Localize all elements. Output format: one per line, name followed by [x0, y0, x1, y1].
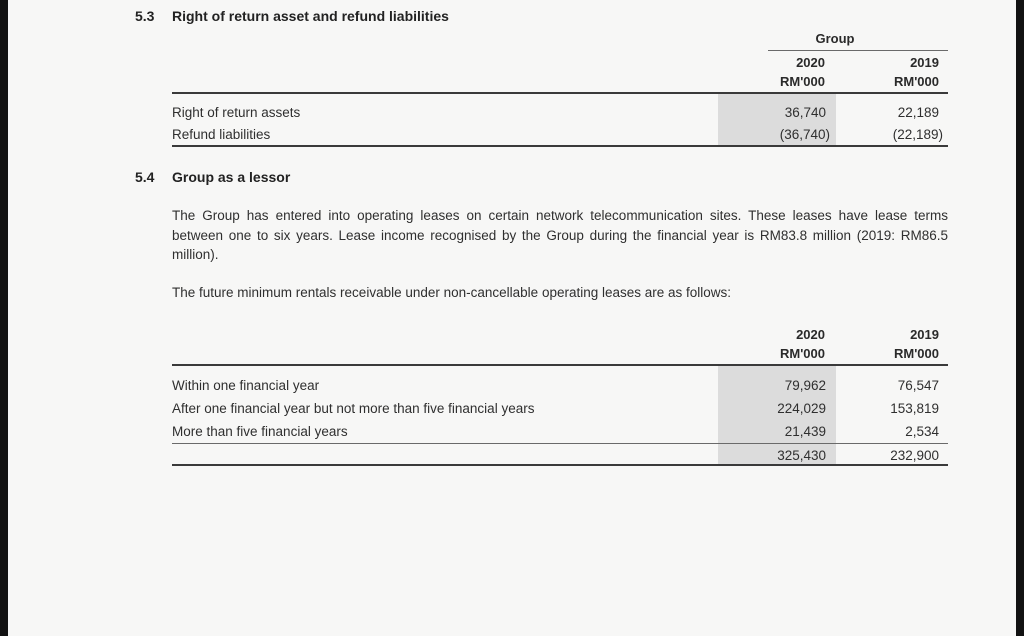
lease-paragraph: The Group has entered into operating leases on certain network telecommunication sites. These leases have lease terms between one to six years. Lease income recognised by the Group during the financial year is RM83.8 million (2019: RM86.5 million).: [172, 208, 948, 262]
total-2019: 232,900: [890, 448, 939, 463]
table-row-label: Within one financial year: [172, 378, 320, 393]
s54-bottom-rule: [172, 464, 948, 466]
section-5-4-title: Group as a lessor: [172, 169, 291, 185]
table-row-label: After one financial year but not more than five financial years: [172, 401, 535, 416]
s54-subtotal-rule: [172, 443, 948, 444]
s54-col-2020-year: 2020: [796, 327, 825, 342]
section-5-3-number: 5.3: [135, 8, 155, 24]
table-cell-2020: (36,740): [779, 127, 830, 142]
s54-col-2019-year: 2019: [910, 327, 939, 342]
table-cell-2019: 2,534: [905, 424, 939, 439]
rentals-intro: The future minimum rentals receivable under non-cancellable operating leases are as follows:: [172, 285, 732, 300]
table-cell-2019: 153,819: [890, 401, 939, 416]
table-cell-2019: 22,189: [897, 105, 939, 120]
table-cell-2020: 79,962: [784, 378, 826, 393]
total-2020: 325,430: [777, 448, 826, 463]
s54-col-2019-unit: RM'000: [894, 346, 939, 361]
table-row-label: More than five financial years: [172, 424, 348, 439]
table-cell-2020: 36,740: [784, 105, 826, 120]
table-cell-2020: 224,029: [777, 401, 826, 416]
table-cell-2020: 21,439: [784, 424, 826, 439]
document-page: [8, 0, 1016, 636]
s53-col-2019-year: 2019: [910, 55, 939, 70]
section-5-4-number: 5.4: [135, 169, 155, 185]
table-row-label: Right of return assets: [172, 105, 301, 120]
group-header: Group: [815, 31, 855, 46]
table-cell-2019: 76,547: [897, 378, 939, 393]
table-row-label: Refund liabilities: [172, 127, 271, 142]
s53-col-2020-unit: RM'000: [780, 74, 825, 89]
group-header-rule: [768, 50, 948, 51]
s53-col-2019-unit: RM'000: [894, 74, 939, 89]
table-cell-2019: (22,189): [892, 127, 943, 142]
s54-col-2020-unit: RM'000: [780, 346, 825, 361]
section-5-3-title: Right of return asset and refund liabilities: [172, 8, 449, 24]
s53-bottom-rule: [172, 145, 948, 147]
s53-col-2020-year: 2020: [796, 55, 825, 70]
